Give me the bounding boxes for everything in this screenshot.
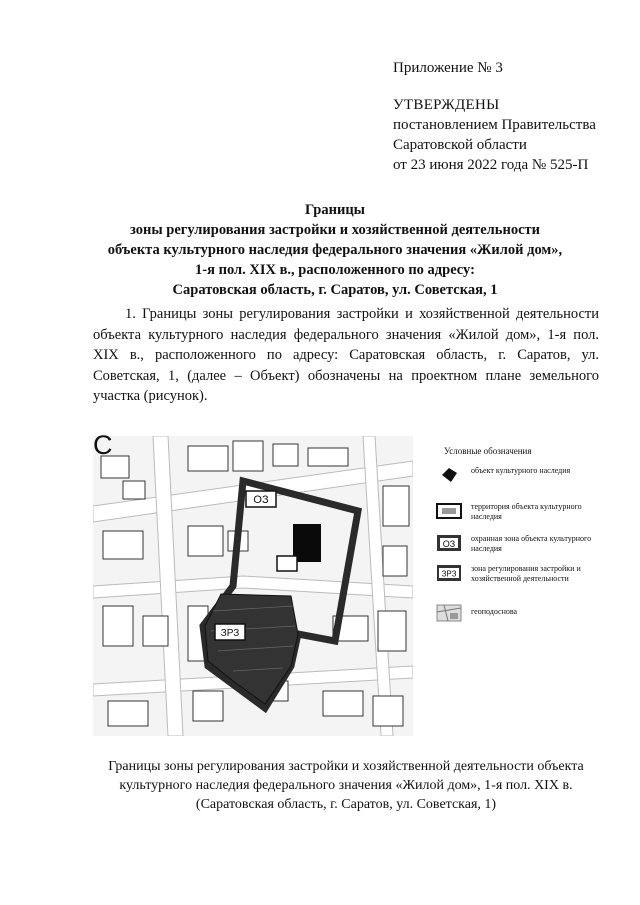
legend-item-geobase <box>436 604 601 622</box>
approved-line-3: от 23 июня 2022 года № 525-П <box>393 157 589 173</box>
legend-text-regulation-zone: зона регулирования застройки и хозяйственной деятельности <box>471 564 581 583</box>
protection-zone-icon <box>436 534 462 552</box>
heritage-object-icon <box>436 466 462 484</box>
title-line-2: зоны регулирования застройки и хозяйственной деятельности <box>130 222 540 238</box>
approval-block <box>393 95 596 175</box>
caption-line-1: Границы зоны регулирования застройки и хозяйственной деятельности объекта <box>108 759 584 774</box>
heritage-territory-marker <box>277 556 297 571</box>
document-title <box>70 200 600 300</box>
appendix-number: Приложение № 3 <box>393 60 503 76</box>
legend-item-heritage-object <box>436 466 601 484</box>
legend-item-heritage-territory <box>436 502 601 522</box>
legend-title: Условные обозначения <box>444 446 532 456</box>
body-paragraph: 1. Границы зоны регулирования застройки и хозяйственной деятельности объекта культурного наследия федерального значения «Жилой дом», 1-я пол. XIX в., расположенного по адресу: Саратовская область, г. Саратов, ул. Советская, 1, (далее – Объект) обозначены на проектном плане земельного участка (рисунок). <box>93 306 599 404</box>
map-drawing <box>93 436 413 736</box>
north-arrow-letter: С <box>93 430 113 460</box>
approved-line-1: постановлением Правительства <box>393 117 596 133</box>
legend-text-protection-zone: охранная зона объекта культурного наследия <box>471 534 592 553</box>
legend-text-geobase: геоподоснова <box>471 607 518 616</box>
protection-zone-symbol: ОЗ <box>442 539 456 549</box>
legend-text-heritage-territory: территория объекта культурного наследия <box>471 502 582 521</box>
approved-heading: УТВЕРЖДЕНЫ <box>393 97 500 113</box>
caption-line-3: (Саратовская область, г. Саратов, ул. Советская, 1) <box>195 797 497 812</box>
oz-label: ОЗ <box>253 494 269 506</box>
figure-caption <box>93 757 599 814</box>
approved-line-2: Саратовской области <box>393 137 527 153</box>
title-line-1: Границы <box>304 202 365 218</box>
title-line-5: Саратовская область, г. Саратов, ул. Советская, 1 <box>172 282 498 298</box>
map-legend <box>436 446 606 616</box>
heritage-territory-icon <box>436 502 462 520</box>
zrz-label: ЗРЗ <box>220 628 240 639</box>
legend-item-protection-zone <box>436 534 601 554</box>
title-line-4: 1-я пол. XIX в., расположенного по адресу: <box>195 262 475 278</box>
legend-item-regulation-zone <box>436 564 601 584</box>
site-plan-map <box>93 436 413 736</box>
caption-line-2: культурного наследия федерального значения «Жилой дом», 1-я пол. XIX в. <box>119 778 573 793</box>
geobase-icon <box>436 604 462 622</box>
title-line-3: объекта культурного наследия федерального значения «Жилой дом», <box>107 242 563 258</box>
legend-text-heritage-object: объект культурного наследия <box>471 466 571 475</box>
regulation-zone-symbol: ЗРЗ <box>441 569 457 579</box>
regulation-zone-icon <box>436 564 462 582</box>
